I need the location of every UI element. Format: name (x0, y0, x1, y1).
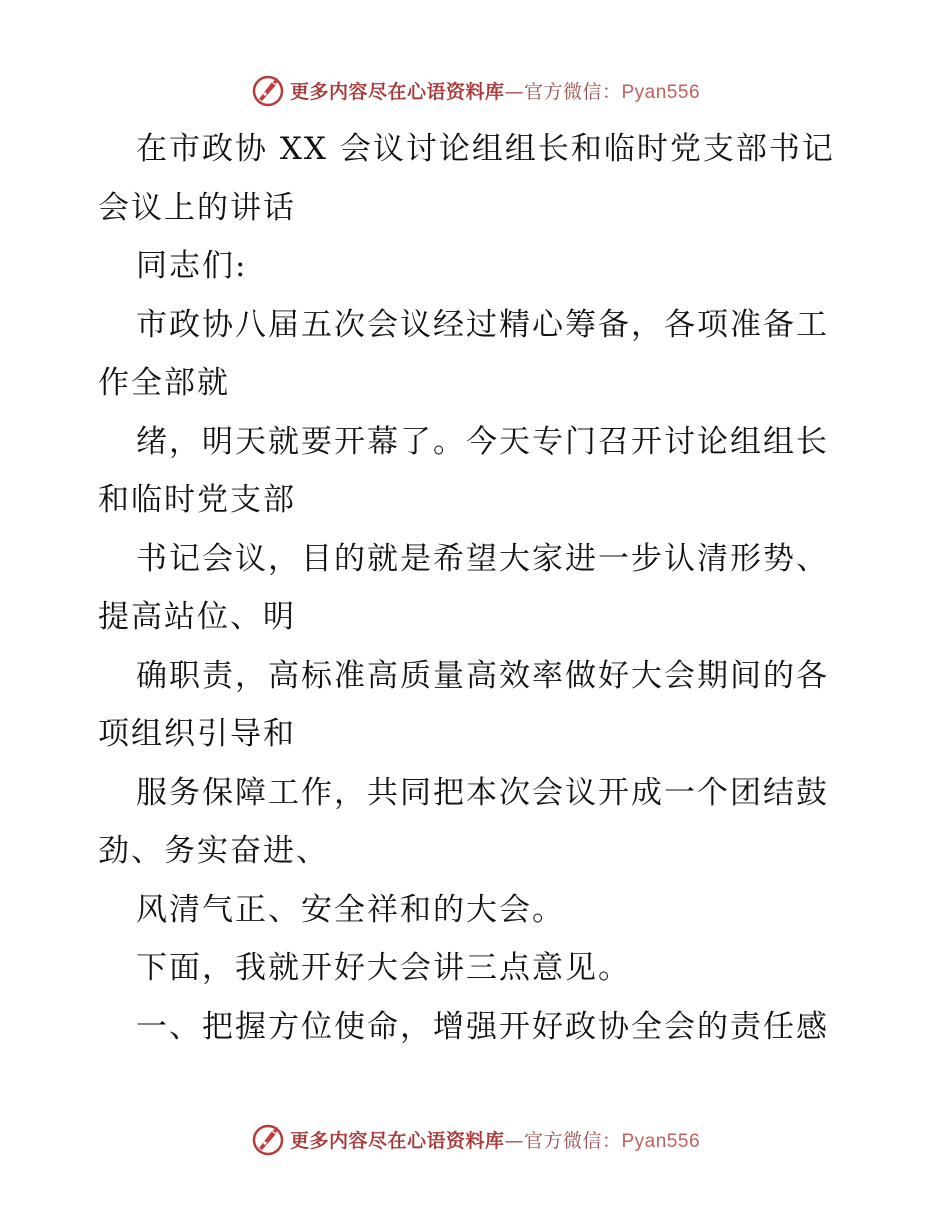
paragraph-line: 项组织引导和 (98, 716, 296, 752)
pen-nib-logo-icon (250, 1121, 286, 1157)
paragraph-line: 劲、务实奋进、 (98, 833, 329, 869)
header-banner[interactable] (0, 68, 950, 112)
pen-nib-logo-icon (250, 72, 286, 108)
banner-wechat-id: Pyan556 (621, 81, 701, 103)
paragraph-line: 确职责，高标准高质量高效率做好大会期间的各 (136, 657, 829, 694)
paragraph-line: 书记会议，目的就是希望大家进一步认清形势、 (136, 540, 829, 577)
banner-wechat-id: Pyan556 (621, 1130, 701, 1152)
footer-banner[interactable] (0, 1117, 950, 1161)
paragraph-line: 下面，我就开好大会讲三点意见。 (136, 950, 631, 986)
banner-brand: 更多内容尽在心语资料库 (289, 80, 505, 103)
title-line-2: 会议上的讲话 (98, 189, 296, 226)
banner-dash: — (504, 80, 524, 103)
title-line-1: 在市政协 XX 会议讨论组组长和临时党支部书记 (136, 131, 835, 167)
paragraph-line: 服务保障工作，共同把本次会议开成一个团结鼓 (136, 774, 829, 811)
banner-text (290, 77, 700, 104)
banner-brand: 更多内容尽在心语资料库 (289, 1129, 505, 1152)
paragraph-line: 作全部就 (98, 365, 230, 401)
paragraph-line: 和临时党支部 (98, 482, 296, 518)
paragraph-line: 绪，明天就要开幕了。今天专门召开讨论组组长 (136, 423, 829, 460)
document-body (98, 120, 854, 1056)
banner-dash: — (504, 1129, 524, 1152)
paragraph-line: 市政协八届五次会议经过精心筹备，各项准备工 (136, 306, 829, 343)
banner-wechat-label: 官方微信： (523, 1129, 622, 1152)
paragraph-line: 风清气正、安全祥和的大会。 (136, 891, 565, 928)
section-heading: 一、把握方位使命，增强开好政协全会的责任感 (136, 1008, 829, 1045)
salutation: 同志们: (136, 248, 248, 284)
banner-text (290, 1126, 700, 1153)
paragraph-line: 提高站位、明 (98, 599, 296, 635)
banner-wechat-label: 官方微信： (523, 80, 622, 103)
